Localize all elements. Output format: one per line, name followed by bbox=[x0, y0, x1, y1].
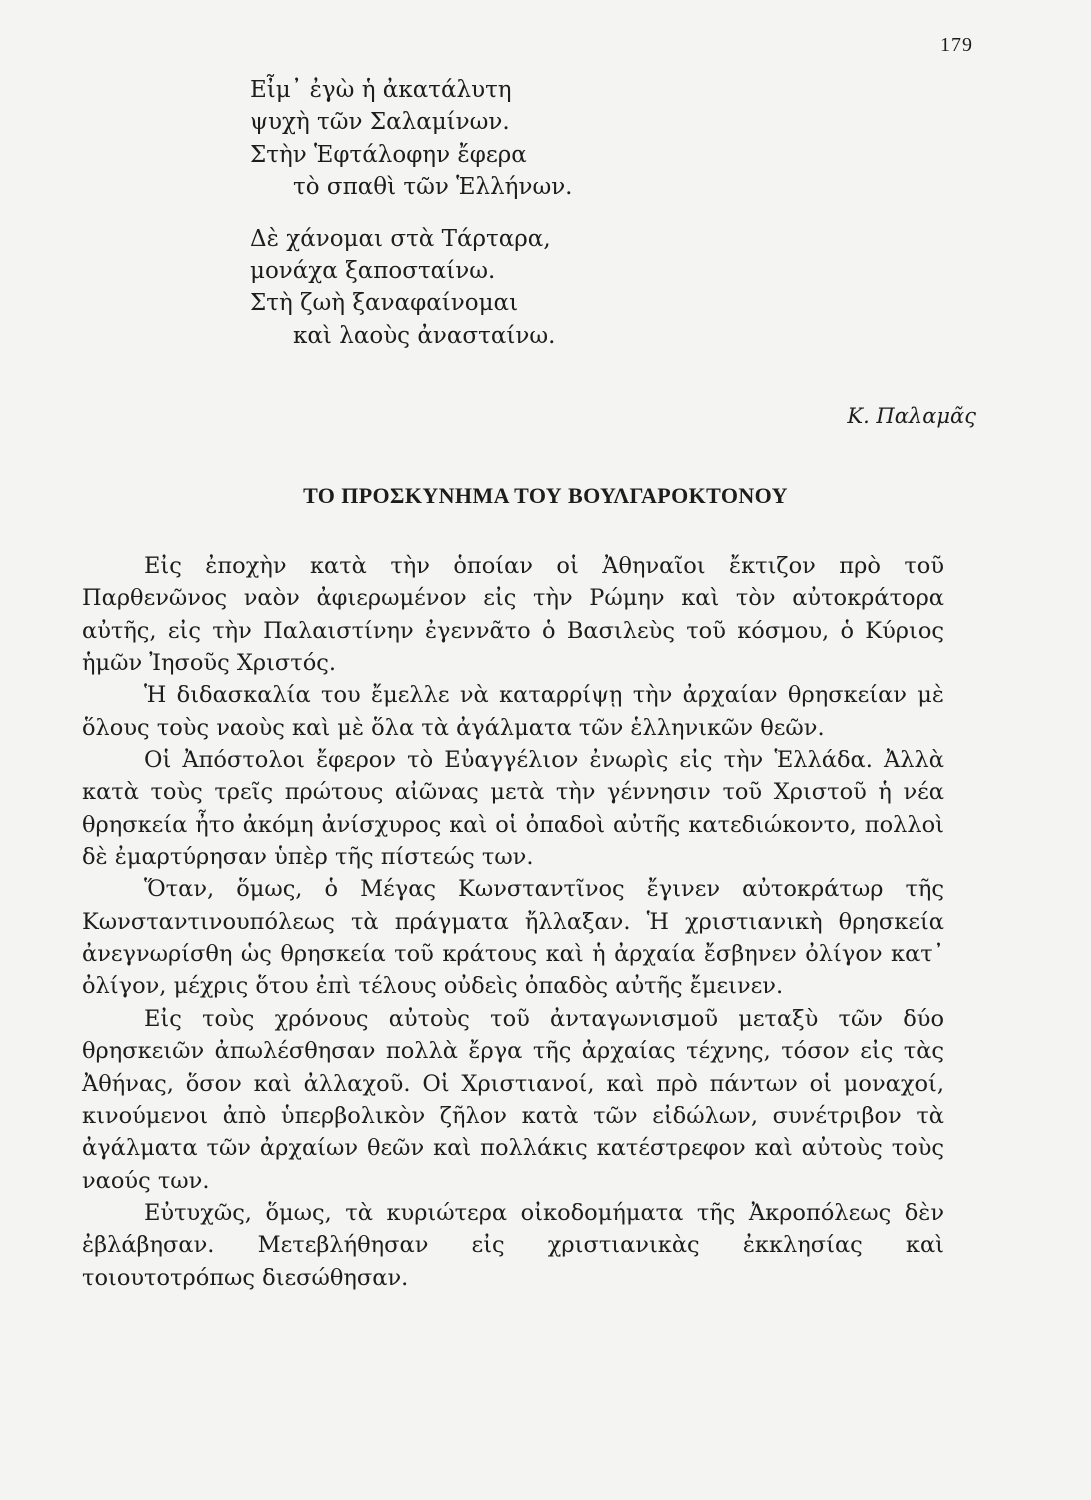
poem bbox=[250, 74, 770, 371]
poem-line: Στὴ ζωὴ ξαναφαίνομαι bbox=[250, 290, 519, 317]
poem-line: τὸ σπαθὶ τῶν Ἑλλήνων. bbox=[293, 174, 573, 201]
poem-signature: Κ. Παλαμᾶς bbox=[847, 404, 976, 428]
paragraph: Ἡ διδασκαλία του ἔμελλε νὰ καταρρίψῃ τὴν ἀρχαίαν θρησκείαν μὲ ὅλους τοὺς ναοὺς καὶ μὲ ὅλα τὰ ἀγάλματα τῶν ἑλληνικῶν θεῶν. bbox=[82, 682, 944, 741]
article-heading: ΤΟ ΠΡΟΣΚΥΝΗΜΑ ΤΟΥ ΒΟΥΛΓΑΡΟΚΤΟΝΟΥ bbox=[303, 483, 788, 508]
paragraph: Εὐτυχῶς, ὅμως, τὰ κυριώτερα οἰκοδομήματα τῆς Ἀκροπόλεως δὲν ἐβλάβησαν. Μετεβλήθησαν εἰς χριστιανικὰς ἐκκλησίας καὶ τοιουτοτρόπως διεσώθησαν. bbox=[82, 1199, 944, 1291]
poem-stanza bbox=[250, 223, 770, 353]
poem-line: ψυχὴ τῶν Σαλαμίνων. bbox=[250, 109, 510, 136]
article-body bbox=[82, 550, 944, 1294]
poem-stanza bbox=[250, 74, 770, 204]
paragraph: Οἱ Ἀπόστολοι ἔφερον τὸ Εὐαγγέλιον ἐνωρὶς εἰς τὴν Ἑλλάδα. Ἀλλὰ κατὰ τοὺς τρεῖς πρώτους αἰῶνας μετὰ τὴν γέννησιν τοῦ Χριστοῦ ἡ νέα θρησκεία ἦτο ἀκόμη ἀνίσχυρος καὶ οἱ ὀπαδοὶ αὐτῆς κατεδιώκοντο, πολλοὶ δὲ ἐμαρτύρησαν ὑπὲρ τῆς πίστεώς των. bbox=[82, 747, 944, 871]
paragraph: Ὅταν, ὅμως, ὁ Μέγας Κωνσταντῖνος ἔγινεν αὐτοκράτωρ τῆς Κωνσταντινουπόλεως τὰ πράγματα ἤλλαξαν. Ἡ χριστιανικὴ θρησκεία ἀνεγνωρίσθη ὡς θρησκεία τοῦ κράτους καὶ ἡ ἀρχαία ἔσβηνεν ὀλίγον κατ᾽ ὀλίγον, μέχρις ὅτου ἐπὶ τέλους οὐδεὶς ὀπαδὸς αὐτῆς ἔμεινεν. bbox=[82, 876, 944, 1000]
poem-line: μονάχα ξαποσταίνω. bbox=[250, 258, 496, 285]
paragraph: Εἰς ἐποχὴν κατὰ τὴν ὁποίαν οἱ Ἀθηναῖοι ἔκτιζον πρὸ τοῦ Παρθενῶνος ναὸν ἀφιερωμένον εἰς τὴν Ρώμην καὶ τὸν αὐτοκράτορα αὐτῆς, εἰς τὴν Παλαιστίνην ἐγεννᾶτο ὁ Βασιλεὺς τοῦ κόσμου, ὁ Κύριος ἡμῶν Ἰησοῦς Χριστός. bbox=[82, 553, 944, 677]
poem-line: Στὴν Ἑφτάλοφην ἔφερα bbox=[250, 141, 527, 168]
paragraph: Εἰς τοὺς χρόνους αὐτοὺς τοῦ ἀνταγωνισμοῦ μεταξὺ τῶν δύο θρησκειῶν ἀπωλέσθησαν πολλὰ ἔργα τῆς ἀρχαίας τέχνης, τόσον εἰς τὰς Ἀθήνας, ὅσον καὶ ἀλλαχοῦ. Οἱ Χριστιανοί, καὶ πρὸ πάντων οἱ μοναχοί, κινούμενοι ἀπὸ ὑπερβολικὸν ζῆλον κατὰ τῶν εἰδώλων, συνέτριβον τὰ ἀγάλματα τῶν ἀρχαίων θεῶν καὶ πολλάκις κατέστρεφον καὶ αὐτοὺς τοὺς ναούς των. bbox=[82, 1005, 944, 1194]
poem-line: Δὲ χάνομαι στὰ Τάρταρα, bbox=[250, 225, 551, 252]
page-number: 179 bbox=[940, 34, 973, 56]
poem-line: Εἶμ᾽ ἐγὼ ἡ ἀκατάλυτη bbox=[250, 77, 512, 103]
poem-line: καὶ λαοὺς ἀνασταίνω. bbox=[293, 322, 556, 349]
